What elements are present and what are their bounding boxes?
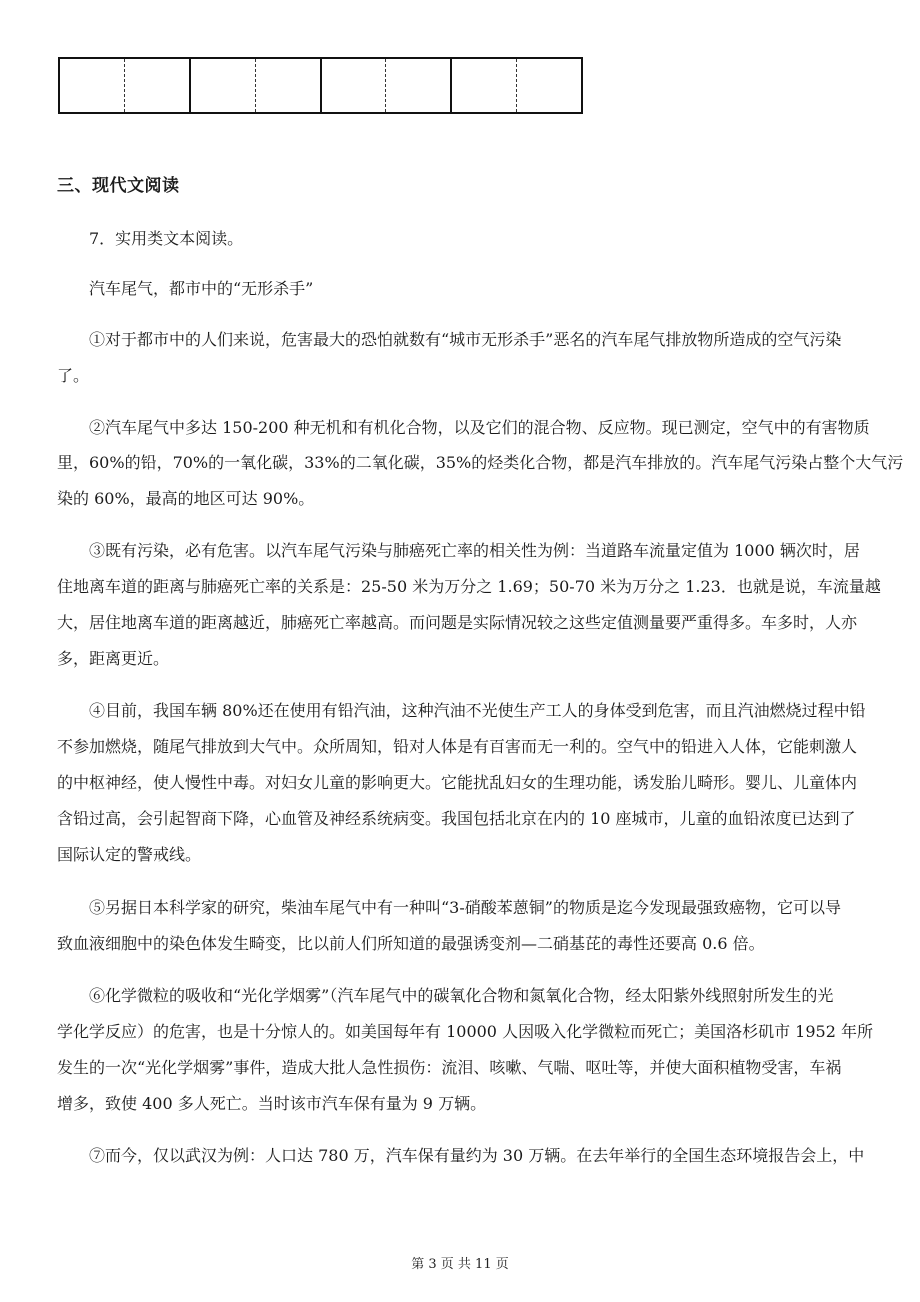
paragraph-line: 里，60%的铅，70%的一氧化碳，33%的二氧化碳，35%的烃类化合物，都是汽车排放的。汽车尾气污染占整个大气污 (57, 453, 904, 472)
paragraph-line: ②汽车尾气中多达 150-200 种无机和有机化合物，以及它们的混合物、反应物。现已测定，空气中的有害物质 (89, 418, 870, 437)
grid-cell (256, 59, 322, 112)
paragraph-line: 多，距离更近。 (57, 649, 170, 668)
grid-cell (386, 59, 452, 112)
grid-cell (60, 59, 125, 112)
paragraph-line: ⑤另据日本科学家的研究，柴油车尾气中有一种叫“3-硝酸苯蒽铜”的物质是迄今发现最强致癌物，它可以导 (89, 898, 841, 917)
paragraph-line: 国际认定的警戒线。 (57, 845, 202, 864)
grid-cell (517, 59, 581, 112)
grid-cell (191, 59, 256, 112)
writing-grid (58, 57, 583, 114)
paragraph-line: ⑦而今，仅以武汉为例：人口达 780 万，汽车保有量约为 30 万辆。在去年举行的全国生态环境报告会上，中 (89, 1146, 865, 1165)
paragraph-line: ④目前，我国车辆 80%还在使用有铅汽油，这种汽油不光使生产工人的身体受到危害，而且汽油燃烧过程中铅 (89, 701, 866, 720)
paragraph-line: 了。 (57, 366, 90, 385)
paragraph-line: 含铅过高，会引起智商下降，心血管及神经系统病变。我国包括北京在内的 10 座城市，儿童的血铅浓度已达到了 (57, 809, 856, 828)
paragraph-line: ①对于都市中的人们来说，危害最大的恐怕就数有“城市无形杀手”恶名的汽车尾气排放物所造成的空气污染 (89, 330, 842, 349)
article-title: 汽车尾气，都市中的“无形杀手” (89, 279, 314, 298)
page-footer: 第 3 页 共 11 页 (411, 1257, 509, 1272)
paragraph-line: 学化学反应）的危害，也是十分惊人的。如美国每年有 10000 人因吸入化学微粒而死亡；美国洛杉矶市 1952 年所 (57, 1022, 873, 1041)
grid-cell (322, 59, 387, 112)
grid-cell (125, 59, 191, 112)
grid-cell (452, 59, 517, 112)
paragraph-line: 不参加燃烧，随尾气排放到大气中。众所周知，铅对人体是有百害而无一利的。空气中的铅进入人体，它能刺激人 (57, 737, 858, 756)
paragraph-line: 住地离车道的距离与肺癌死亡率的关系是：25-50 米为万分之 1.69；50-70 米为万分之 1.23．也就是说，车流量越 (57, 577, 881, 596)
paragraph-line: ③既有污染，必有危害。以汽车尾气污染与肺癌死亡率的相关性为例：当道路车流量定值为 1000 辆次时，居 (89, 541, 860, 560)
paragraph-line: 致血液细胞中的染色体发生畸变，比以前人们所知道的最强诱变剂—二硝基芘的毒性还要高 0.6 倍。 (57, 934, 765, 953)
paragraph-line: 大，居住地离车道的距离越近，肺癌死亡率越高。而问题是实际情况较之这些定值测量要严重得多。车多时，人亦 (57, 613, 858, 632)
paragraph-line: 染的 60%，最高的地区可达 90%。 (57, 489, 315, 508)
paragraph-line: 的中枢神经，使人慢性中毒。对妇女儿童的影响更大。它能扰乱妇女的生理功能，诱发胎儿畸形。婴儿、儿童体内 (57, 773, 858, 792)
paragraph-line: 发生的一次“光化学烟雾”事件，造成大批人急性损伤：流泪、咳嗽、气喘、呕吐等，并使大面积植物受害，车祸 (57, 1058, 842, 1077)
paragraph-line: 增多，致使 400 多人死亡。当时该市汽车保有量为 9 万辆。 (57, 1094, 487, 1113)
question-label: 7．实用类文本阅读。 (89, 229, 244, 248)
paragraph-line: ⑥化学微粒的吸收和“光化学烟雾”（汽车尾气中的碳氧化合物和氮氧化合物，经太阳紫外线照射所发生的光 (89, 986, 834, 1005)
section-title: 三、现代文阅读 (57, 176, 180, 196)
